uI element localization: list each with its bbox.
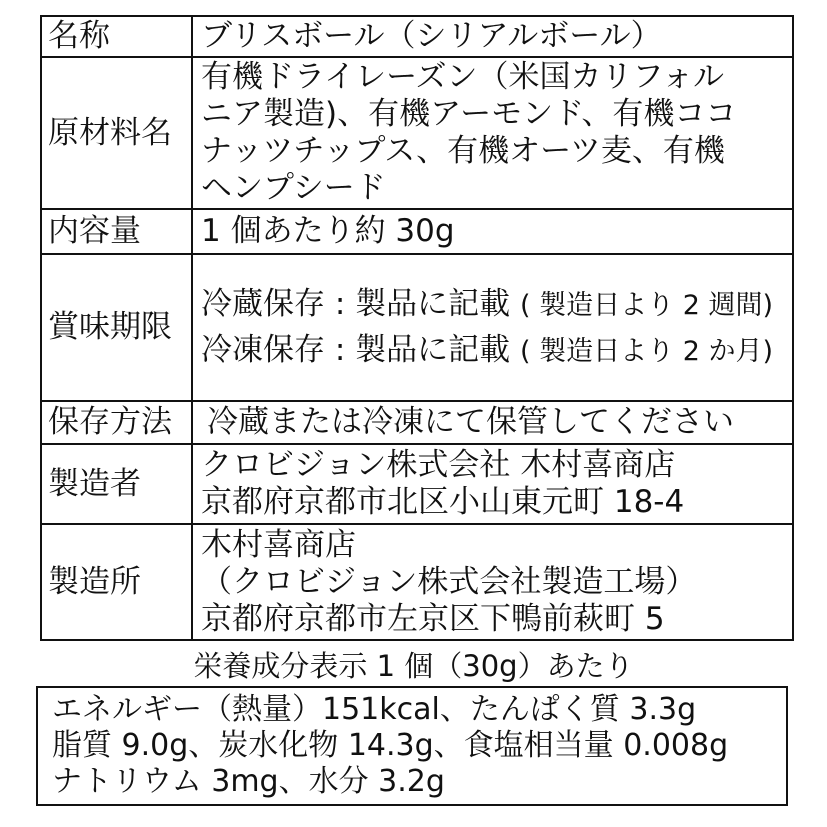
- nutrition-caption: 栄養成分表示 1 個（30g）あたり: [193, 649, 634, 683]
- label-content: 内容量: [41, 209, 192, 254]
- maker-line: 京都府京都市北区小山東元町 18-4: [201, 484, 685, 520]
- nutrition-box: [36, 686, 788, 806]
- value-factory: [192, 524, 793, 640]
- nutrition-line: ナトリウム 3mg、水分 3.2g: [52, 764, 445, 799]
- factory-line: 木村喜商店: [201, 526, 356, 563]
- value-content: 1 個あたり約 30g: [192, 209, 793, 254]
- row-name: [41, 16, 793, 57]
- row-storage: [41, 401, 793, 444]
- value-name: ブリスボール（シリアルボール）: [192, 16, 793, 57]
- value-ingredients: [192, 57, 793, 209]
- maker-line: クロビジョン株式会社 木村喜商店: [201, 447, 676, 483]
- row-ingredients: [41, 57, 793, 209]
- ingredients-line: ヘンプシード: [201, 170, 386, 206]
- shelf-freezer: [201, 332, 792, 370]
- value-storage: 冷蔵または冷凍にて保管してください: [192, 401, 793, 444]
- shelf-fridge-note: ( 製造日より 2 週間): [520, 289, 774, 321]
- ingredients-line: ニア製造)、有機アーモンド、有機ココ: [201, 96, 737, 132]
- product-label-table: [40, 15, 794, 641]
- label-shelf-life: 賞味期限: [41, 254, 192, 401]
- row-factory: [41, 524, 793, 640]
- row-content: [41, 209, 793, 254]
- shelf-freezer-note: ( 製造日より 2 か月): [520, 335, 774, 367]
- shelf-fridge-main: 冷蔵保存 : 製品に記載: [201, 285, 511, 322]
- ingredients-line: ナッツチップス、有機オーツ麦、有機: [201, 133, 725, 169]
- nutrition-line: エネルギー（熱量）151kcal、たんぱく質 3.3g: [52, 692, 697, 727]
- label-maker: 製造者: [41, 444, 192, 524]
- nutrition-line: 脂質 9.0g、炭水化物 14.3g、食塩相当量 0.008g: [52, 728, 729, 763]
- shelf-fridge: [201, 286, 792, 324]
- value-maker: [192, 444, 793, 524]
- label-storage: 保存方法: [41, 401, 192, 444]
- label-factory: 製造所: [41, 524, 192, 640]
- ingredients-line: 有機ドライレーズン（米国カリフォル: [201, 59, 724, 95]
- row-shelf-life: [41, 254, 793, 401]
- label-name: 名称: [41, 16, 192, 57]
- value-shelf-life: [192, 254, 793, 401]
- shelf-freezer-main: 冷凍保存 : 製品に記載: [201, 331, 511, 368]
- factory-line: （クロビジョン株式会社製造工場）: [201, 563, 697, 600]
- label-ingredients: 原材料名: [41, 57, 192, 209]
- factory-line: 京都府京都市左京区下鴨前萩町 5: [201, 600, 665, 637]
- row-maker: [41, 444, 793, 524]
